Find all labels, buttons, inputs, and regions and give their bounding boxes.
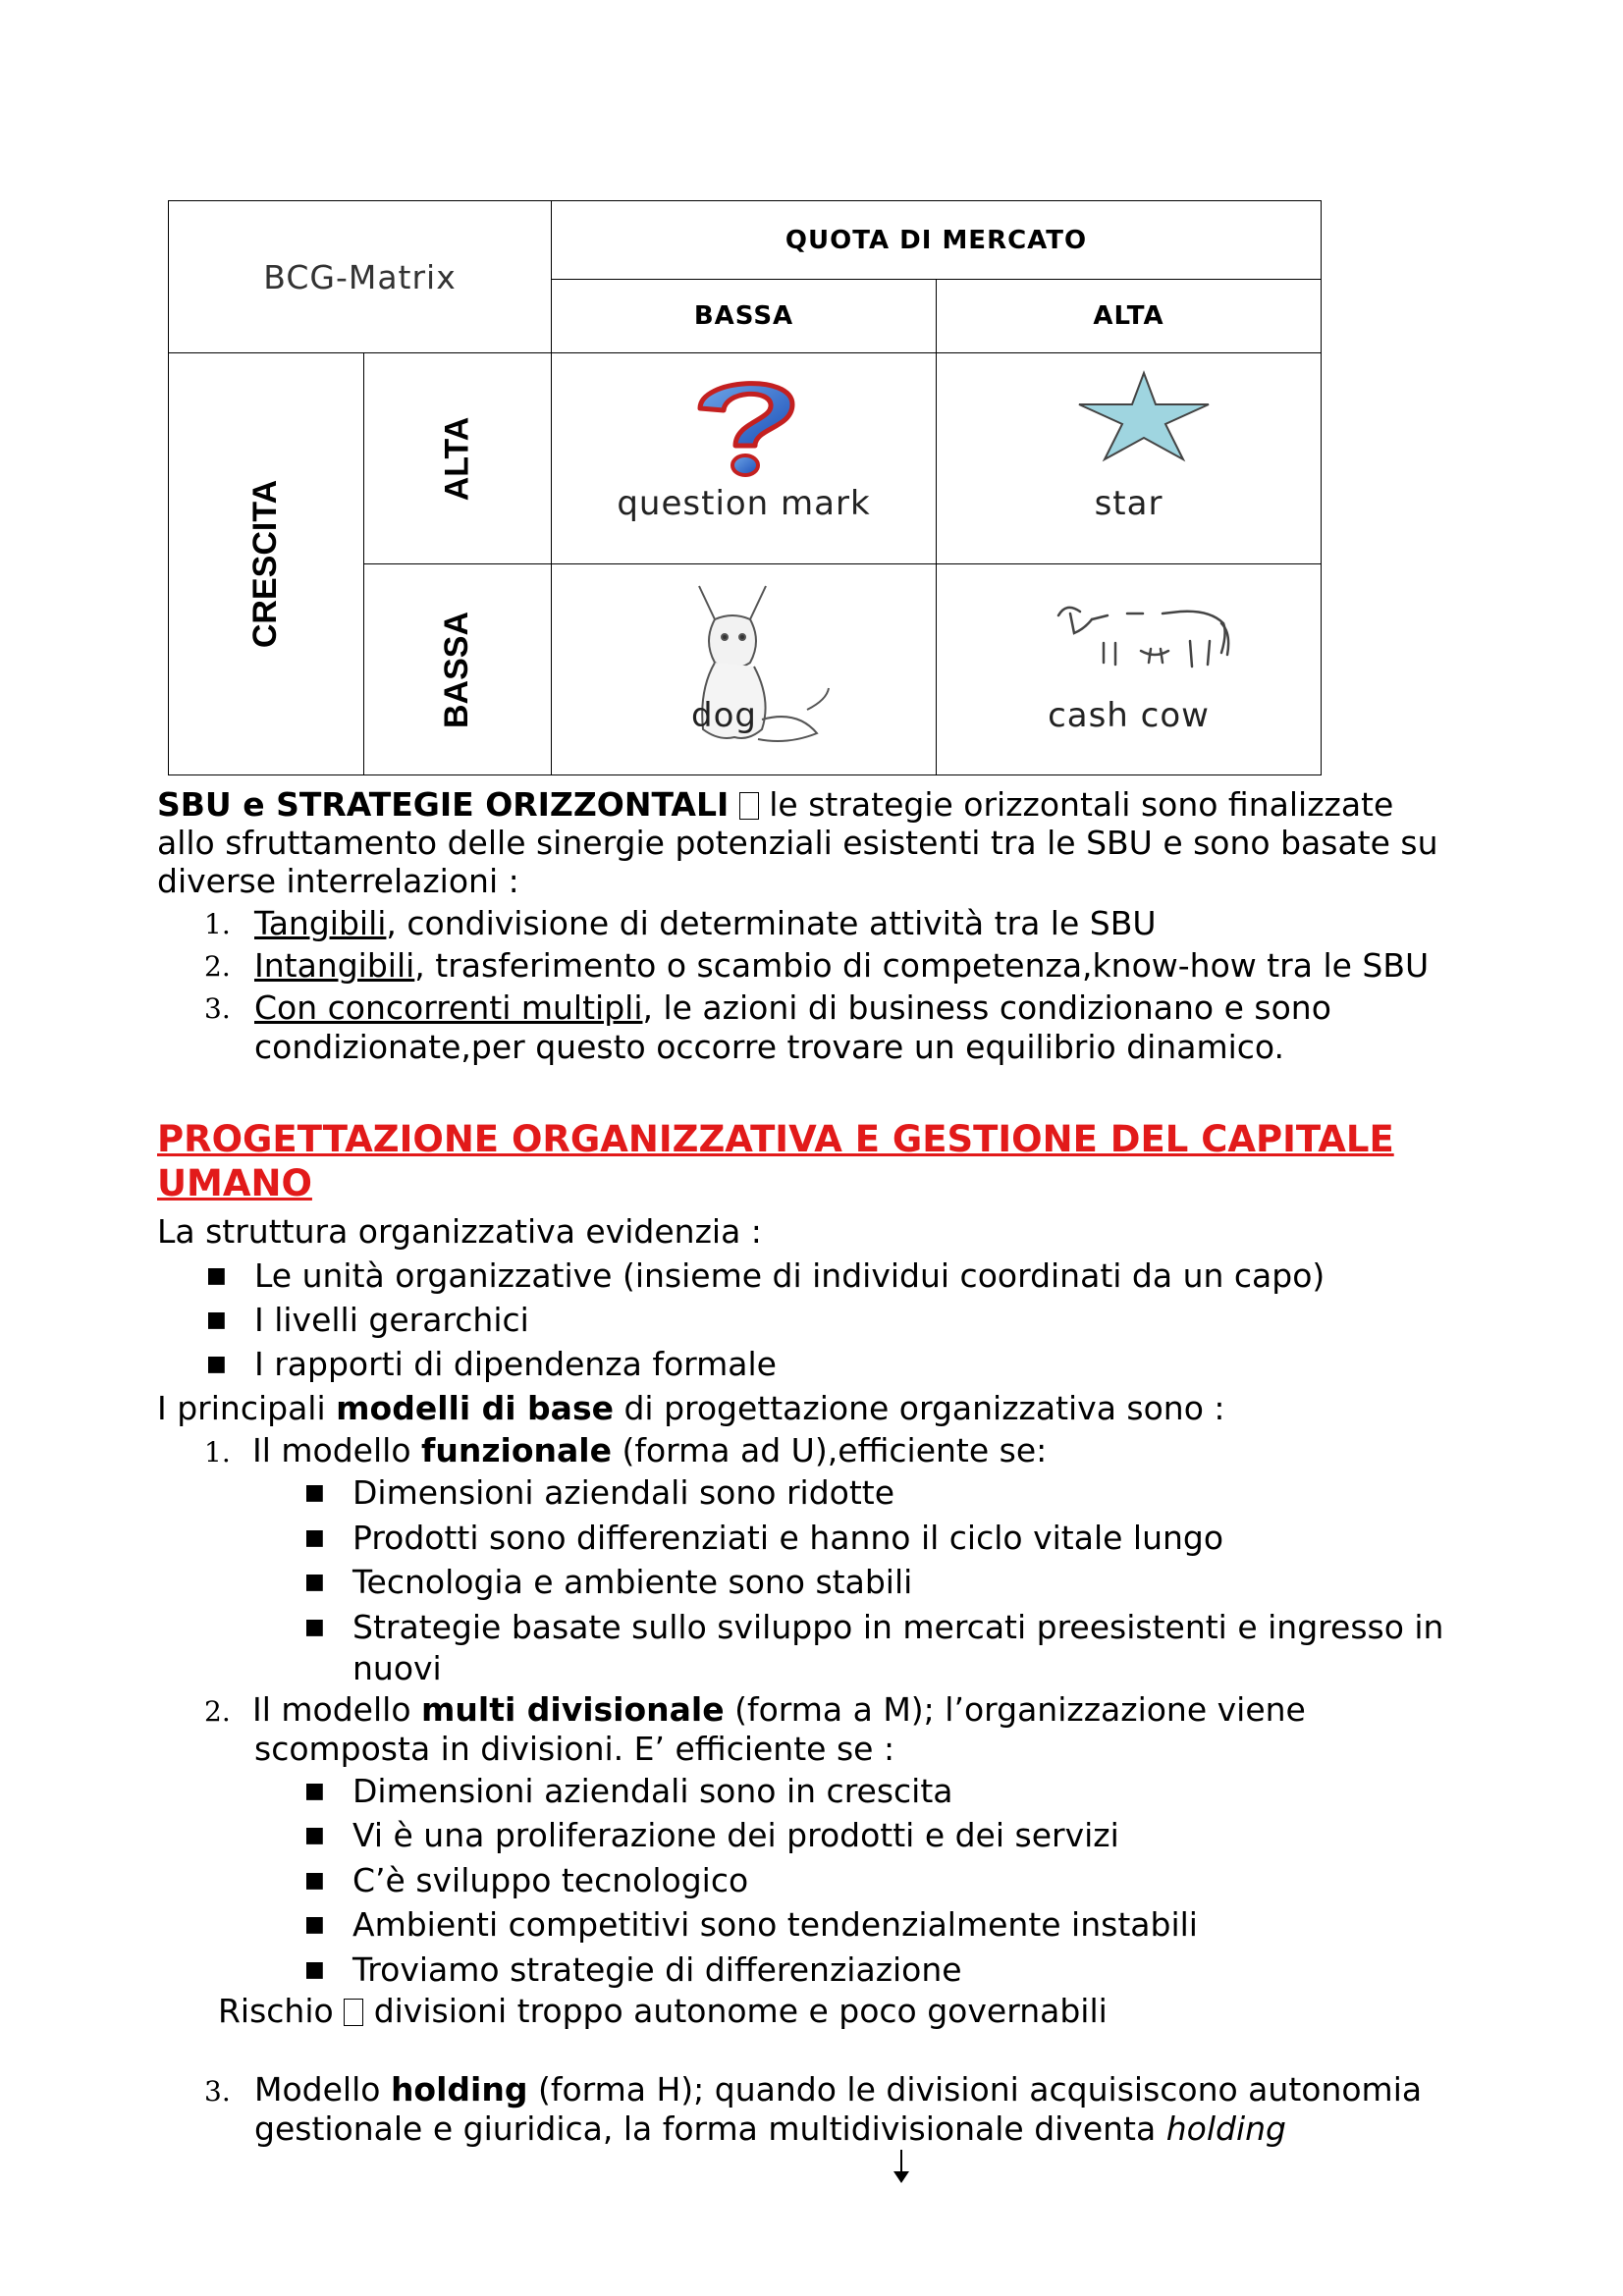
model-1-number: 1. (204, 1436, 231, 1468)
model-1-bullet-2: Prodotti sono differenziati e hanno il ciclo vitale lungo (352, 1519, 1224, 1557)
model-2-bullet-3: C’è sviluppo tecnologico (352, 1861, 749, 1899)
bullet-icon: ■ (206, 1308, 227, 1332)
model-3-title (254, 2070, 1422, 2109)
matrix-title: BCG-Matrix (263, 257, 457, 296)
model-1-bullet-4-cont: nuovi (352, 1649, 442, 1687)
sbu-item-2-text: , trasferimento o scambio di competenza,know-how tra le SBU (414, 946, 1430, 985)
model-2-bullet-1: Dimensioni aziendali sono in crescita (352, 1772, 953, 1810)
bullet-icon: ■ (304, 1868, 325, 1893)
bullet-icon: ■ (304, 1823, 325, 1847)
model-3-line-2-pre: gestionale e giuridica, la forma multidivisionale diventa (254, 2109, 1166, 2148)
sbu-item-3 (254, 988, 1331, 1027)
question-mark-label: question mark (617, 484, 871, 523)
sbu-item-3-number: 3. (204, 992, 231, 1025)
sbu-item-1-number: 1. (204, 908, 231, 940)
models-intro (157, 1389, 1225, 1427)
star-cell (937, 353, 1322, 564)
bullet-icon: ■ (206, 1263, 227, 1288)
model-3-line-2-italic: holding (1165, 2109, 1286, 2148)
structure-bullet-3: I rapporti di dipendenza formale (254, 1345, 777, 1383)
model-3-post: (forma H); quando le divisioni acquisiscono autonomia (527, 2070, 1423, 2109)
cow-icon (1053, 594, 1239, 682)
sbu-item-2-term: Intangibili (254, 946, 415, 985)
risk-pre: Rischio (218, 1992, 345, 2030)
row-header-high (364, 353, 552, 564)
matrix-title-cell (169, 201, 552, 353)
sbu-item-1-text: , condivisione di determinate attività tra le SBU (386, 904, 1157, 942)
sbu-title: SBU e STRATEGIE ORIZZONTALI (157, 785, 730, 824)
cash-cow-cell (937, 564, 1322, 775)
bullet-icon: ■ (304, 1615, 325, 1639)
bullet-icon: ■ (304, 1912, 325, 1937)
bullet-icon: ■ (304, 1570, 325, 1594)
market-share-header (552, 201, 1322, 280)
model-1-bullet-4: Strategie basate sullo sviluppo in mercati preesistenti e ingresso in (352, 1608, 1444, 1646)
model-1-bold: funzionale (421, 1431, 612, 1469)
question-mark-cell (552, 353, 937, 564)
model-2-bullet-4: Ambienti competitivi sono tendenzialmente instabili (352, 1905, 1198, 1944)
sbu-item-3-text: , le azioni di business condizionano e sono (642, 988, 1331, 1027)
sbu-intro-line-2: allo sfruttamento delle sinergie potenziali esistenti tra le SBU e sono basate su (157, 824, 1438, 862)
sbu-item-2-number: 2. (204, 950, 231, 983)
bullet-icon: ■ (304, 1779, 325, 1803)
sbu-item-2 (254, 946, 1429, 985)
risk-post: divisioni troppo autonome e poco governabili (363, 1992, 1108, 2030)
model-2-title (252, 1690, 1306, 1729)
cash-cow-label: cash cow (1048, 696, 1210, 735)
sbu-intro-line-1 (157, 785, 1393, 824)
bullet-icon: ■ (206, 1352, 227, 1376)
sbu-item-1-term: Tangibili (254, 904, 387, 942)
sbu-intro-1: le strategie orizzontali sono finalizzate (758, 785, 1394, 824)
star-label: star (1094, 484, 1163, 523)
model-1-post: (forma ad U),efficiente se: (612, 1431, 1048, 1469)
col-header-low (552, 280, 937, 353)
sbu-intro-line-3: diverse interrelazioni : (157, 862, 519, 900)
sbu-item-3-cont: condizionate,per questo occorre trovare un equilibrio dinamico. (254, 1028, 1285, 1066)
sbu-item-3-term: Con concorrenti multipli (254, 988, 643, 1027)
dog-label: dog (691, 696, 757, 735)
model-2-number: 2. (204, 1695, 231, 1728)
models-intro-bold: modelli di base (336, 1389, 614, 1427)
bullet-icon: ■ (304, 1525, 325, 1550)
arrow-placeholder-icon (344, 1999, 363, 2026)
structure-bullet-2: I livelli gerarchici (254, 1301, 529, 1339)
model-1-title (252, 1431, 1047, 1469)
model-1-bullet-3: Tecnologia e ambiente sono stabili (352, 1563, 913, 1601)
model-2-pre: Il modello (252, 1690, 421, 1729)
model-1-pre: Il modello (252, 1431, 421, 1469)
structure-intro: La struttura organizzativa evidenzia : (157, 1212, 762, 1251)
growth-label: CRESCITA (246, 479, 285, 649)
arrow-placeholder-icon (739, 792, 759, 820)
model-3-line-2 (254, 2109, 1286, 2148)
sbu-item-1 (254, 904, 1157, 942)
col-low-label: BASSA (693, 301, 794, 331)
model-1-bullet-1: Dimensioni aziendali sono ridotte (352, 1473, 895, 1512)
risk-line (218, 1992, 1108, 2030)
model-2-line-2: scomposta in divisioni. E’ efficiente se : (254, 1730, 895, 1768)
bcg-matrix-table (168, 200, 1322, 775)
model-2-bullet-2: Vi è una proliferazione dei prodotti e dei servizi (352, 1816, 1119, 1854)
bullet-icon: ■ (304, 1957, 325, 1982)
model-2-post: (forma a M); l’organizzazione viene (724, 1690, 1306, 1729)
row-high-label: ALTA (438, 416, 476, 501)
model-2-bullet-5: Troviamo strategie di differenziazione (352, 1950, 962, 1989)
model-3-bold: holding (390, 2070, 528, 2109)
question-mark-icon (682, 371, 810, 479)
market-share-label: QUOTA DI MERCATO (784, 225, 1088, 255)
section-heading-line-2: UMANO (157, 1162, 312, 1204)
row-header-low (364, 564, 552, 775)
section-heading-line-1: PROGETTAZIONE ORGANIZZATIVA E GESTIONE DEL CAPITALE (157, 1118, 1394, 1160)
model-3-number: 3. (204, 2075, 231, 2108)
growth-header (169, 353, 364, 775)
models-intro-pre: I principali (157, 1389, 337, 1427)
col-header-high (937, 280, 1322, 353)
col-high-label: ALTA (1093, 301, 1164, 331)
star-icon (1075, 369, 1213, 463)
row-low-label: BASSA (438, 611, 476, 728)
dog-cell (552, 564, 937, 775)
structure-bullet-1: Le unità organizzative (insieme di individui coordinati da un capo) (254, 1256, 1325, 1295)
bullet-icon: ■ (304, 1480, 325, 1505)
down-arrow-icon (891, 2150, 912, 2185)
models-intro-post: di progettazione organizzativa sono : (613, 1389, 1225, 1427)
model-2-bold: multi divisionale (421, 1690, 725, 1729)
model-3-pre: Modello (254, 2070, 391, 2109)
